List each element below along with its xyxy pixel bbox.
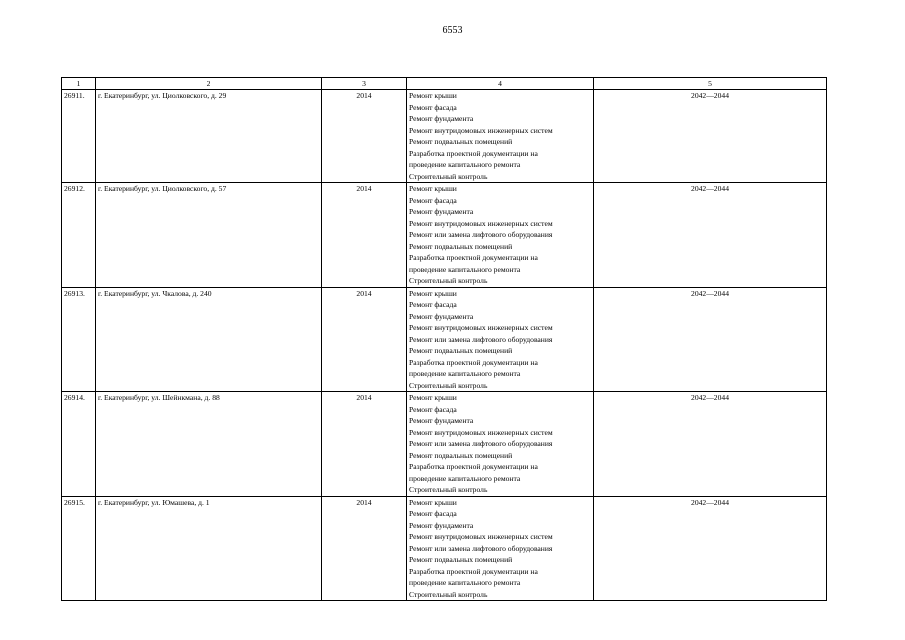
work-item: проведение капитального ремонта <box>409 264 521 274</box>
work-item: Ремонт или замена лифтового оборудования <box>409 230 553 239</box>
column-number-5: 5 <box>594 78 827 90</box>
work-item: Строительный контроль <box>409 485 488 494</box>
work-item: Строительный контроль <box>409 171 488 181</box>
work-item: Строительный контроль <box>409 589 488 599</box>
work-item: Ремонт крыши <box>409 288 457 298</box>
work-item: Ремонт внутридомовых инженерных систем <box>409 125 553 135</box>
year-value: 2014 <box>322 183 407 288</box>
work-item: Ремонт фундамента <box>409 114 474 123</box>
work-item: Ремонт подвальных помещений <box>409 450 513 460</box>
table-row <box>62 287 827 392</box>
table-row <box>62 90 827 183</box>
work-item: Ремонт фундамента <box>409 416 474 425</box>
building-address: г. Екатеринбург, ул. Циолковского, д. 29 <box>96 90 322 183</box>
table-row <box>62 496 827 601</box>
work-item: Ремонт внутридомовых инженерных систем <box>409 532 553 541</box>
column-number-1: 1 <box>62 78 96 90</box>
building-address: г. Екатеринбург, ул. Юмашева, д. 1 <box>96 496 322 601</box>
row-number: 26911. <box>62 90 96 183</box>
work-item: проведение капитального ремонта <box>409 578 521 587</box>
work-item: Ремонт фасада <box>409 509 457 518</box>
work-item: Ремонт крыши <box>409 184 457 193</box>
work-item: Ремонт подвальных помещений <box>409 241 513 251</box>
repair-period: 2042—2044 <box>594 183 827 288</box>
work-item: Ремонт фундамента <box>409 207 474 216</box>
work-item: Ремонт фасада <box>409 102 457 112</box>
works-list <box>407 90 594 183</box>
work-item: Ремонт фасада <box>409 195 457 205</box>
work-item: Ремонт или замена лифтового оборудования <box>409 543 553 553</box>
work-item: проведение капитального ремонта <box>409 473 521 483</box>
row-number: 26913. <box>62 287 96 392</box>
work-item: Разработка проектной документации на <box>409 148 538 158</box>
work-item: Разработка проектной документации на <box>409 253 538 262</box>
work-item: Ремонт крыши <box>409 393 457 402</box>
repair-period: 2042—2044 <box>594 496 827 601</box>
work-item: Ремонт крыши <box>409 91 457 100</box>
work-item: Ремонт фундамента <box>409 520 474 530</box>
column-number-4: 4 <box>407 78 594 90</box>
work-item: проведение капитального ремонта <box>409 160 521 169</box>
building-address: г. Екатеринбург, ул. Циолковского, д. 57 <box>96 183 322 288</box>
works-list <box>407 392 594 497</box>
work-item: Ремонт фундамента <box>409 311 474 321</box>
work-item: проведение капитального ремонта <box>409 369 521 378</box>
work-item: Строительный контроль <box>409 276 488 285</box>
work-item: Ремонт подвальных помещений <box>409 346 513 355</box>
works-list <box>407 183 594 288</box>
work-item: Разработка проектной документации на <box>409 462 538 471</box>
work-item: Строительный контроль <box>409 380 488 390</box>
work-item: Ремонт или замена лифтового оборудования <box>409 334 553 344</box>
work-item: Разработка проектной документации на <box>409 566 538 576</box>
column-number-3: 3 <box>322 78 407 90</box>
year-value: 2014 <box>322 287 407 392</box>
work-item: Ремонт подвальных помещений <box>409 555 513 564</box>
year-value: 2014 <box>322 90 407 183</box>
capital-repair-table <box>61 77 827 601</box>
work-item: Ремонт фасада <box>409 404 457 414</box>
table-body <box>62 78 827 601</box>
work-item: Ремонт фасада <box>409 300 457 309</box>
repair-period: 2042—2044 <box>594 287 827 392</box>
work-item: Ремонт внутридомовых инженерных систем <box>409 427 553 437</box>
page-number: 6553 <box>442 25 463 36</box>
row-number: 26912. <box>62 183 96 288</box>
column-number-2: 2 <box>96 78 322 90</box>
works-list <box>407 287 594 392</box>
work-item: Ремонт крыши <box>409 497 457 507</box>
row-number: 26915. <box>62 496 96 601</box>
column-number-row <box>62 78 827 90</box>
building-address: г. Екатеринбург, ул. Шейнкмана, д. 88 <box>96 392 322 497</box>
table-row <box>62 183 827 288</box>
works-list <box>407 496 594 601</box>
repair-period: 2042—2044 <box>594 392 827 497</box>
work-item: Ремонт подвальных помещений <box>409 137 513 146</box>
work-item: Ремонт внутридомовых инженерных систем <box>409 323 553 332</box>
year-value: 2014 <box>322 496 407 601</box>
building-address: г. Екатеринбург, ул. Чкалова, д. 240 <box>96 287 322 392</box>
table-row <box>62 392 827 497</box>
year-value: 2014 <box>322 392 407 497</box>
work-item: Разработка проектной документации на <box>409 357 538 367</box>
row-number: 26914. <box>62 392 96 497</box>
work-item: Ремонт или замена лифтового оборудования <box>409 439 553 448</box>
work-item: Ремонт внутридомовых инженерных систем <box>409 218 553 228</box>
repair-period: 2042—2044 <box>594 90 827 183</box>
